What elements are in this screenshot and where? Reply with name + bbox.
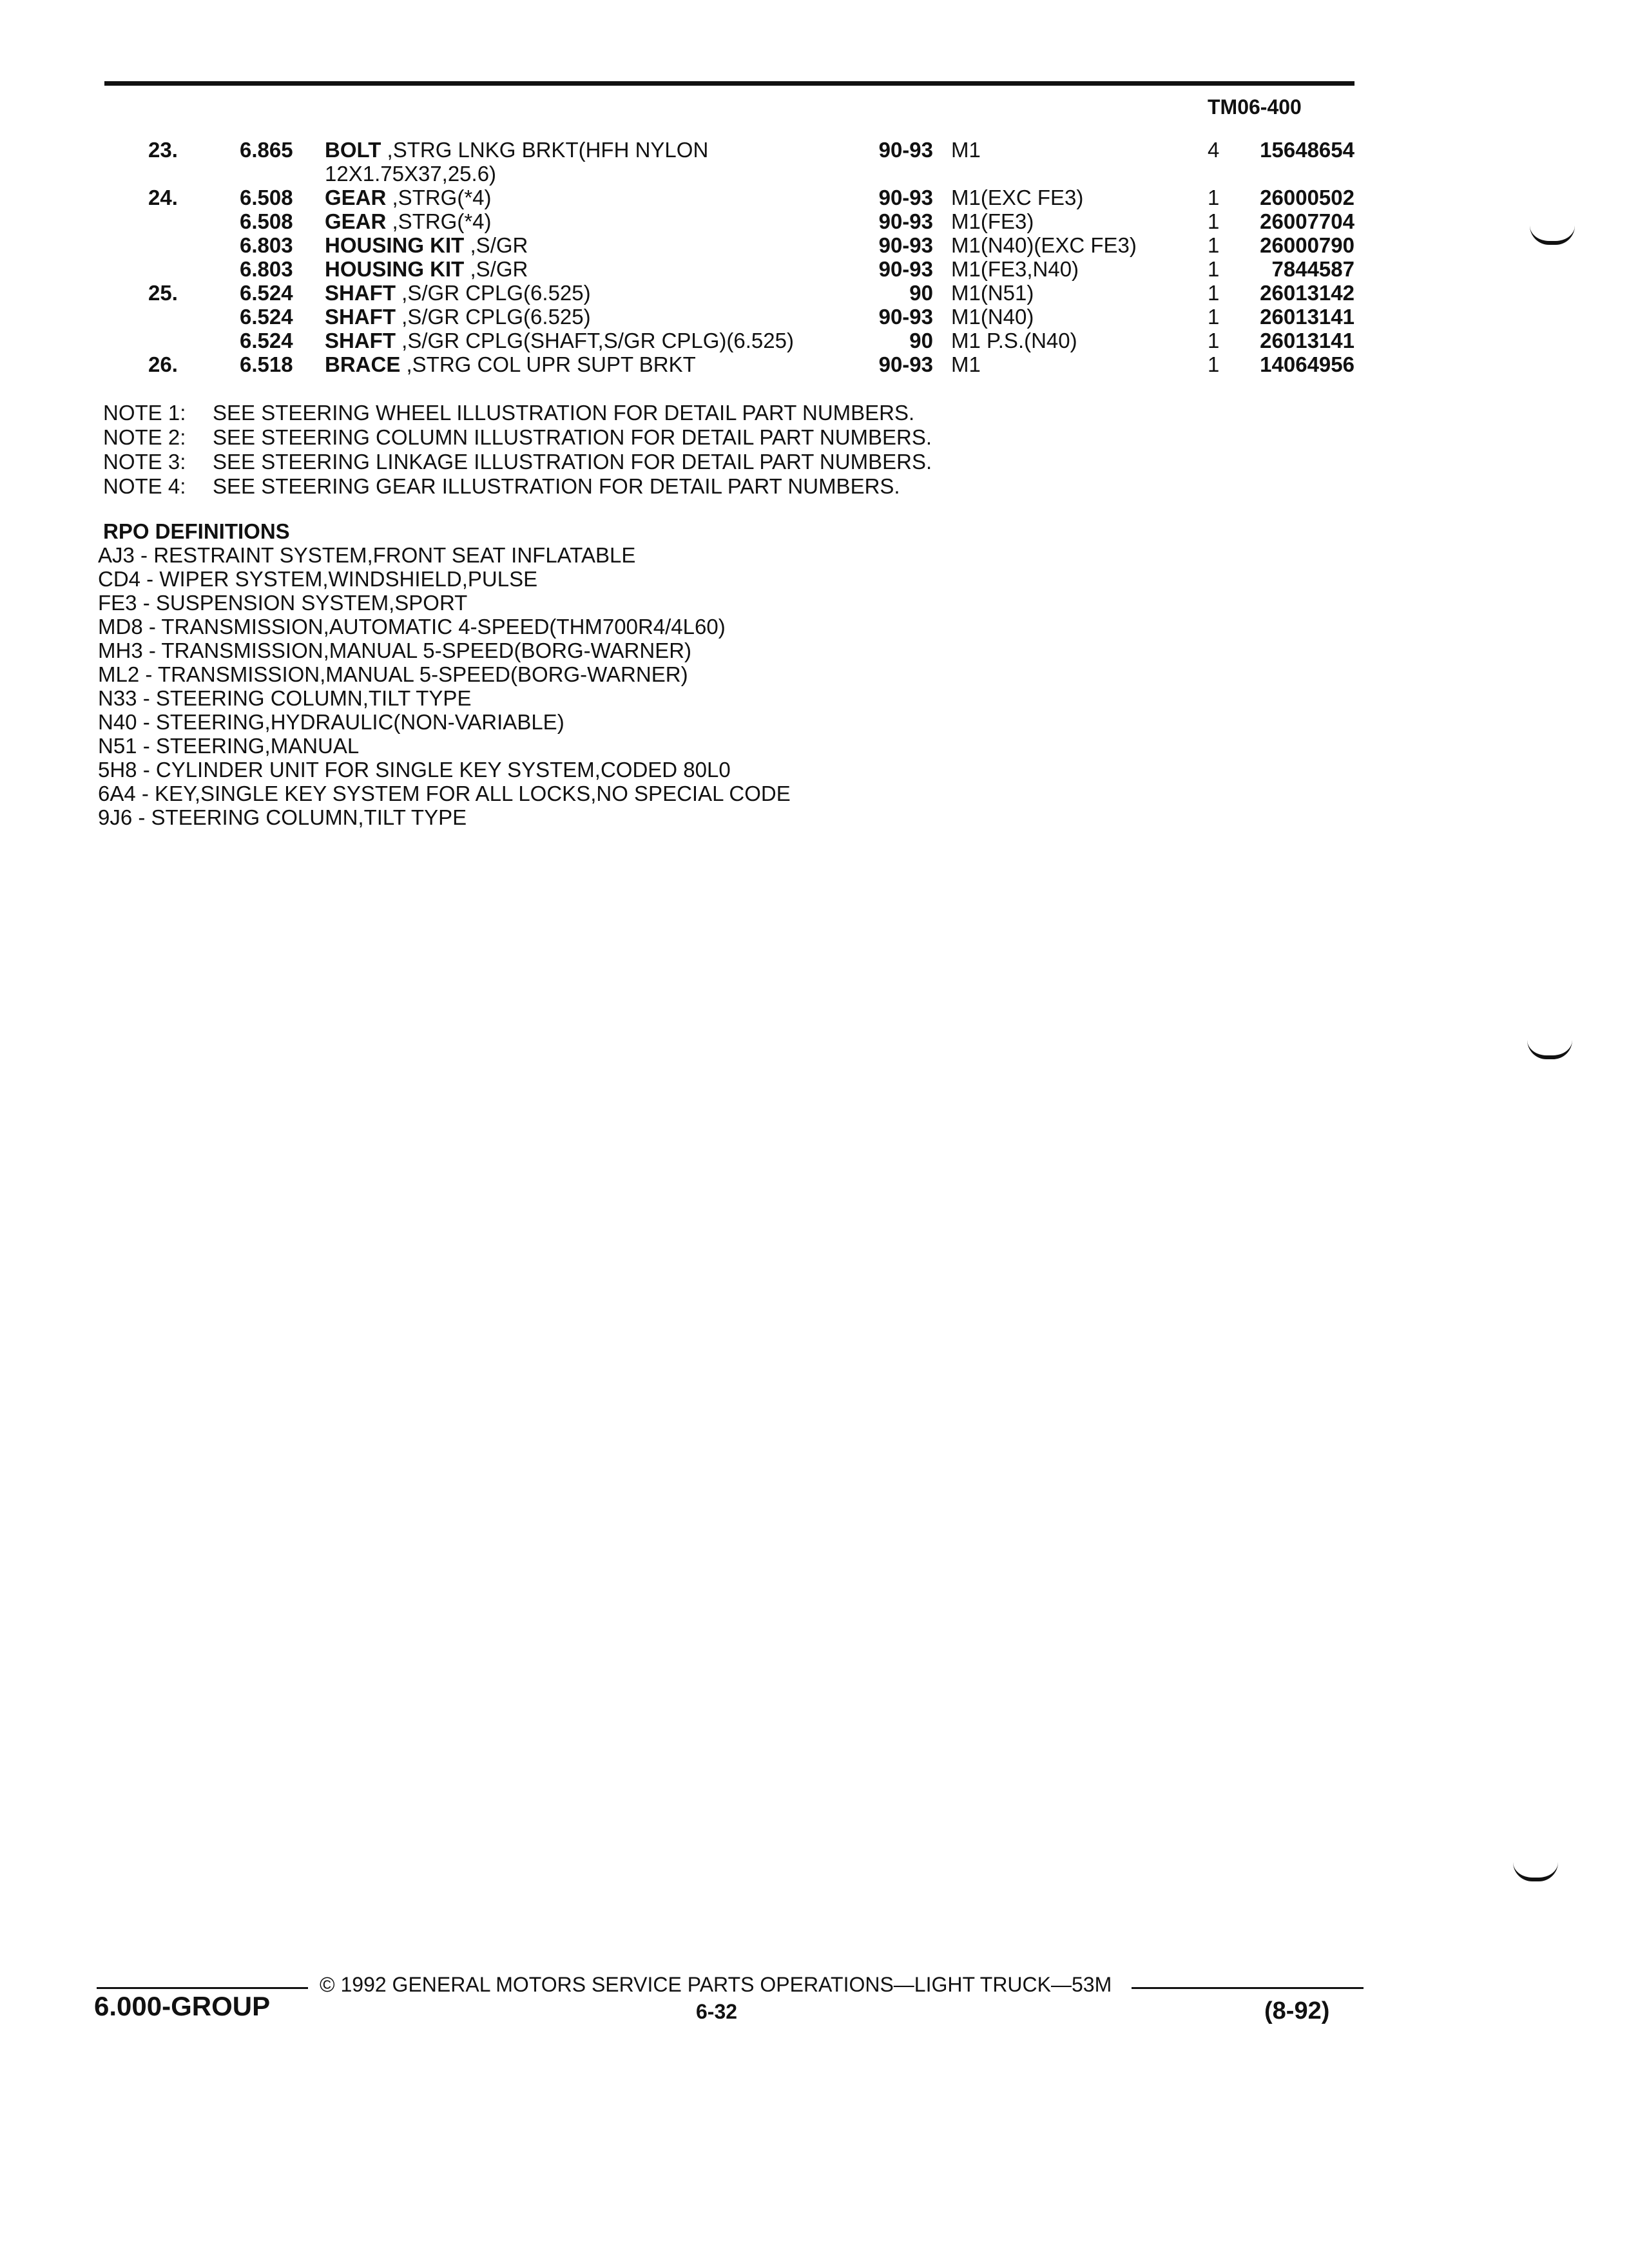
model-code: M1 P.S.(N40) [951, 329, 1077, 352]
model-years: 90-93 [878, 186, 933, 209]
rpo-item: ML2 - TRANSMISSION,MANUAL 5-SPEED(BORG-WARNER) [98, 662, 688, 686]
model-code: M1(N40) [951, 305, 1034, 329]
binder-mark [1527, 1040, 1572, 1059]
part-name: GEAR ,STRG(*4) [325, 209, 492, 233]
part-number: 14064956 [1260, 352, 1354, 376]
note-line [103, 474, 932, 499]
group-number: 6.865 [240, 138, 293, 162]
quantity: 1 [1208, 209, 1220, 233]
model-code: M1(N51) [951, 281, 1034, 305]
rpo-item: 9J6 - STEERING COLUMN,TILT TYPE [98, 805, 467, 829]
group-number: 6.524 [240, 329, 293, 352]
quantity: 4 [1208, 138, 1220, 162]
quantity: 1 [1208, 257, 1220, 281]
top-rule [104, 81, 1354, 86]
part-description: ,STRG LNKG BRKT(HFH NYLON [387, 138, 709, 162]
model-code: M1(EXC FE3) [951, 186, 1084, 209]
part-number: 26013141 [1260, 329, 1354, 352]
part-name: GEAR ,STRG(*4) [325, 186, 492, 209]
group-number: 6.508 [240, 186, 293, 209]
part-description: ,STRG COL UPR SUPT BRKT [406, 352, 696, 376]
model-code: M1 [951, 352, 981, 376]
parts-row [0, 281, 1629, 305]
quantity: 1 [1208, 329, 1220, 352]
quantity: 1 [1208, 305, 1220, 329]
parts-row [0, 257, 1629, 281]
note-text: SEE STEERING WHEEL ILLUSTRATION FOR DETAIL PART NUMBERS. [213, 401, 915, 425]
note-label: NOTE 1: [103, 401, 186, 425]
rpo-item: 5H8 - CYLINDER UNIT FOR SINGLE KEY SYSTEM,CODED 80L0 [98, 758, 731, 782]
group-number: 6.803 [240, 257, 293, 281]
part-description: ,S/GR [470, 257, 528, 281]
revision-date: (8-92) [1264, 1997, 1330, 2024]
model-code: M1 [951, 138, 981, 162]
group-label: 6.000-GROUP [94, 1991, 271, 2021]
rpo-item: AJ3 - RESTRAINT SYSTEM,FRONT SEAT INFLATABLE [98, 543, 636, 567]
model-code: M1(FE3) [951, 209, 1034, 233]
part-number: 7844587 [1271, 257, 1354, 281]
parts-row [0, 233, 1629, 257]
note-text: SEE STEERING GEAR ILLUSTRATION FOR DETAIL PART NUMBERS. [213, 474, 900, 498]
part-number: 26007704 [1260, 209, 1354, 233]
model-years: 90-93 [878, 305, 933, 329]
note-label: NOTE 2: [103, 425, 186, 449]
part-name: SHAFT ,S/GR CPLG(6.525) [325, 281, 591, 305]
model-years: 90-93 [878, 209, 933, 233]
quantity: 1 [1208, 233, 1220, 257]
notes-section [103, 401, 932, 499]
parts-row [0, 305, 1629, 329]
model-years: 90 [909, 281, 933, 305]
part-description-cont: 12X1.75X37,25.6) [325, 162, 497, 186]
part-description: ,S/GR CPLG(6.525) [401, 281, 591, 305]
note-line [103, 425, 932, 450]
rpo-definitions [98, 519, 791, 829]
note-line [103, 450, 932, 474]
part-name: BOLT ,STRG LNKG BRKT(HFH NYLON [325, 138, 709, 162]
model-years: 90-93 [878, 257, 933, 281]
group-number: 6.524 [240, 281, 293, 305]
note-text: SEE STEERING COLUMN ILLUSTRATION FOR DETAIL PART NUMBERS. [213, 425, 932, 449]
parts-row [0, 138, 1629, 162]
part-number: 15648654 [1260, 138, 1354, 162]
part-description: ,S/GR CPLG(6.525) [401, 305, 591, 329]
rpo-item: MH3 - TRANSMISSION,MANUAL 5-SPEED(BORG-WARNER) [98, 639, 692, 662]
rpo-title: RPO DEFINITIONS [103, 519, 290, 543]
document-code: TM06-400 [1208, 95, 1302, 119]
quantity: 1 [1208, 352, 1220, 376]
parts-row [0, 209, 1629, 233]
part-name: SHAFT ,S/GR CPLG(6.525) [325, 305, 591, 329]
rpo-item: N40 - STEERING,HYDRAULIC(NON-VARIABLE) [98, 710, 564, 734]
parts-row [0, 186, 1629, 209]
note-label: NOTE 4: [103, 474, 186, 498]
model-code: M1(FE3,N40) [951, 257, 1079, 281]
quantity: 1 [1208, 186, 1220, 209]
model-years: 90-93 [878, 352, 933, 376]
footer-rule [1132, 1987, 1364, 1989]
copyright-notice: © 1992 GENERAL MOTORS SERVICE PARTS OPERATIONS—LIGHT TRUCK—53M [320, 1973, 1112, 1996]
part-number: 26000502 [1260, 186, 1354, 209]
note-label: NOTE 3: [103, 450, 186, 474]
item-number: 25. [148, 281, 178, 305]
parts-row [0, 352, 1629, 376]
part-description: ,S/GR CPLG(SHAFT,S/GR CPLG)(6.525) [401, 329, 794, 352]
part-name: SHAFT ,S/GR CPLG(SHAFT,S/GR CPLG)(6.525) [325, 329, 794, 352]
part-description: ,S/GR [470, 233, 528, 257]
part-name: HOUSING KIT ,S/GR [325, 233, 528, 257]
model-code: M1(N40)(EXC FE3) [951, 233, 1137, 257]
item-number: 23. [148, 138, 178, 162]
parts-list [0, 138, 1629, 376]
group-number: 6.508 [240, 209, 293, 233]
part-description: ,STRG(*4) [392, 186, 492, 209]
note-line [103, 401, 932, 425]
part-number: 26000790 [1260, 233, 1354, 257]
group-number: 6.524 [240, 305, 293, 329]
footer-rule [97, 1987, 308, 1989]
part-name: BRACE ,STRG COL UPR SUPT BRKT [325, 352, 696, 376]
binder-mark [1513, 1862, 1558, 1881]
part-description: ,STRG(*4) [392, 209, 492, 233]
part-number: 26013142 [1260, 281, 1354, 305]
rpo-item: CD4 - WIPER SYSTEM,WINDSHIELD,PULSE [98, 567, 538, 591]
rpo-item: N51 - STEERING,MANUAL [98, 734, 360, 758]
rpo-item: N33 - STEERING COLUMN,TILT TYPE [98, 686, 472, 710]
model-years: 90 [909, 329, 933, 352]
part-number: 26013141 [1260, 305, 1354, 329]
group-number: 6.518 [240, 352, 293, 376]
group-number: 6.803 [240, 233, 293, 257]
rpo-item: 6A4 - KEY,SINGLE KEY SYSTEM FOR ALL LOCKS,NO SPECIAL CODE [98, 782, 791, 805]
model-years: 90-93 [878, 138, 933, 162]
rpo-item: FE3 - SUSPENSION SYSTEM,SPORT [98, 591, 468, 615]
parts-row-continuation [0, 162, 1629, 186]
quantity: 1 [1208, 281, 1220, 305]
model-years: 90-93 [878, 233, 933, 257]
item-number: 24. [148, 186, 178, 209]
rpo-item: MD8 - TRANSMISSION,AUTOMATIC 4-SPEED(THM700R4/4L60) [98, 615, 726, 639]
page-number: 6-32 [696, 2000, 738, 2023]
part-name: HOUSING KIT ,S/GR [325, 257, 528, 281]
note-text: SEE STEERING LINKAGE ILLUSTRATION FOR DETAIL PART NUMBERS. [213, 450, 932, 474]
parts-row [0, 329, 1629, 352]
item-number: 26. [148, 352, 178, 376]
